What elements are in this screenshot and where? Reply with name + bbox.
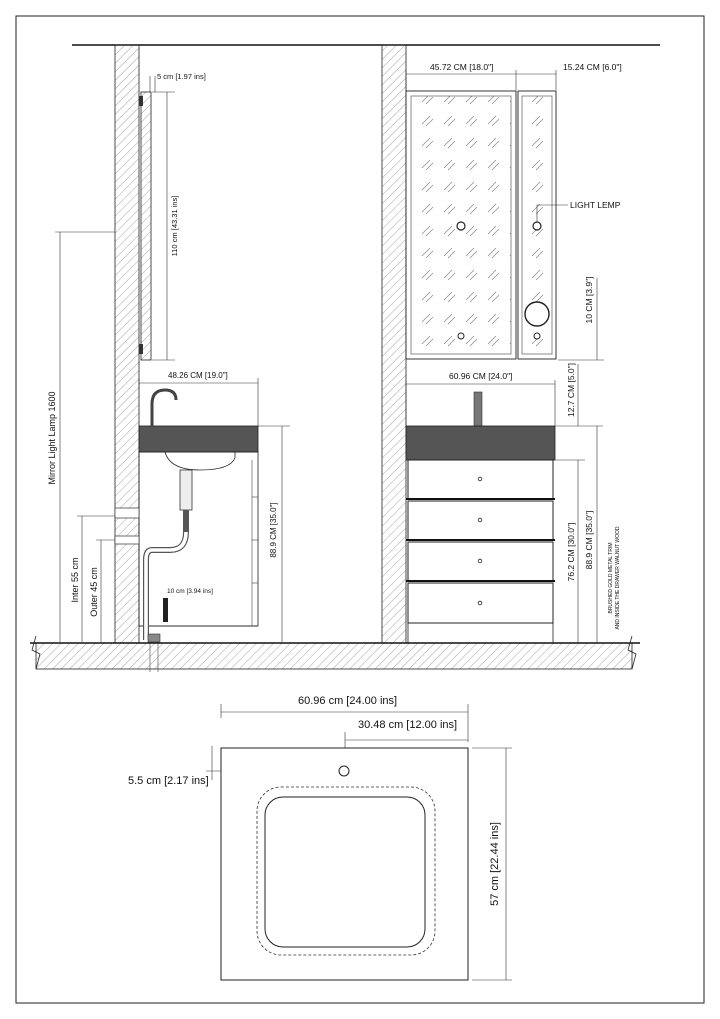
plan-faucet-offset-label: 5.5 cm [2.17 ins]	[128, 775, 209, 787]
mirror-height-label: 110 cm [43.31 ins]	[170, 195, 179, 257]
trim-note-2: AND INSIDE THE DRAWER WALNUT WOOD	[615, 526, 621, 630]
knob-height-label: 10 CM [3.9"]	[584, 276, 594, 324]
plan-depth-label: 57 cm [22.44 ins]	[489, 822, 501, 906]
plan-half-width-label: 30.48 cm [12.00 ins]	[358, 719, 458, 731]
cabinet-width-label: 45.72 CM [18.0"]	[430, 62, 494, 72]
left-wall	[115, 45, 139, 643]
vanity-height-label-left: 88.9 CM [35.0"]	[269, 502, 278, 558]
mirror-cabinet	[406, 70, 604, 360]
total-height-label: 88.9 CM [35.0"]	[584, 510, 594, 570]
top-thickness-label: 12.7 CM [5.0"]	[566, 362, 576, 418]
mirror-gap-label: 5 cm [1.97 ins]	[157, 72, 206, 81]
light-label: LIGHT LEMP	[570, 200, 621, 210]
inter-height-label: Inter 55 cm	[70, 557, 80, 603]
drain-offset-label: 10 cm [3.94 ins]	[167, 588, 213, 595]
side-width-label: 15.24 CM [6.0"]	[563, 62, 622, 72]
plan-width-label: 60.96 cm [24.00 ins]	[298, 695, 398, 707]
vanity-depth-label: 48.26 CM [19.0"]	[168, 371, 228, 380]
mirror-light-height-label: Mirror Light Lamp 1600	[47, 391, 57, 485]
body-height-label: 76.2 CM [30.0"]	[566, 522, 576, 582]
vanity-width-label: 60.96 CM [24.0"]	[449, 371, 513, 381]
vanity-side	[115, 378, 290, 672]
right-wall	[382, 45, 406, 643]
plan-view	[206, 704, 512, 980]
left-height-dims	[55, 232, 115, 642]
trim-note-1: BRUSHED GOLD METAL TRIM	[608, 542, 614, 614]
outer-height-label: Outer 45 cm	[89, 567, 99, 617]
